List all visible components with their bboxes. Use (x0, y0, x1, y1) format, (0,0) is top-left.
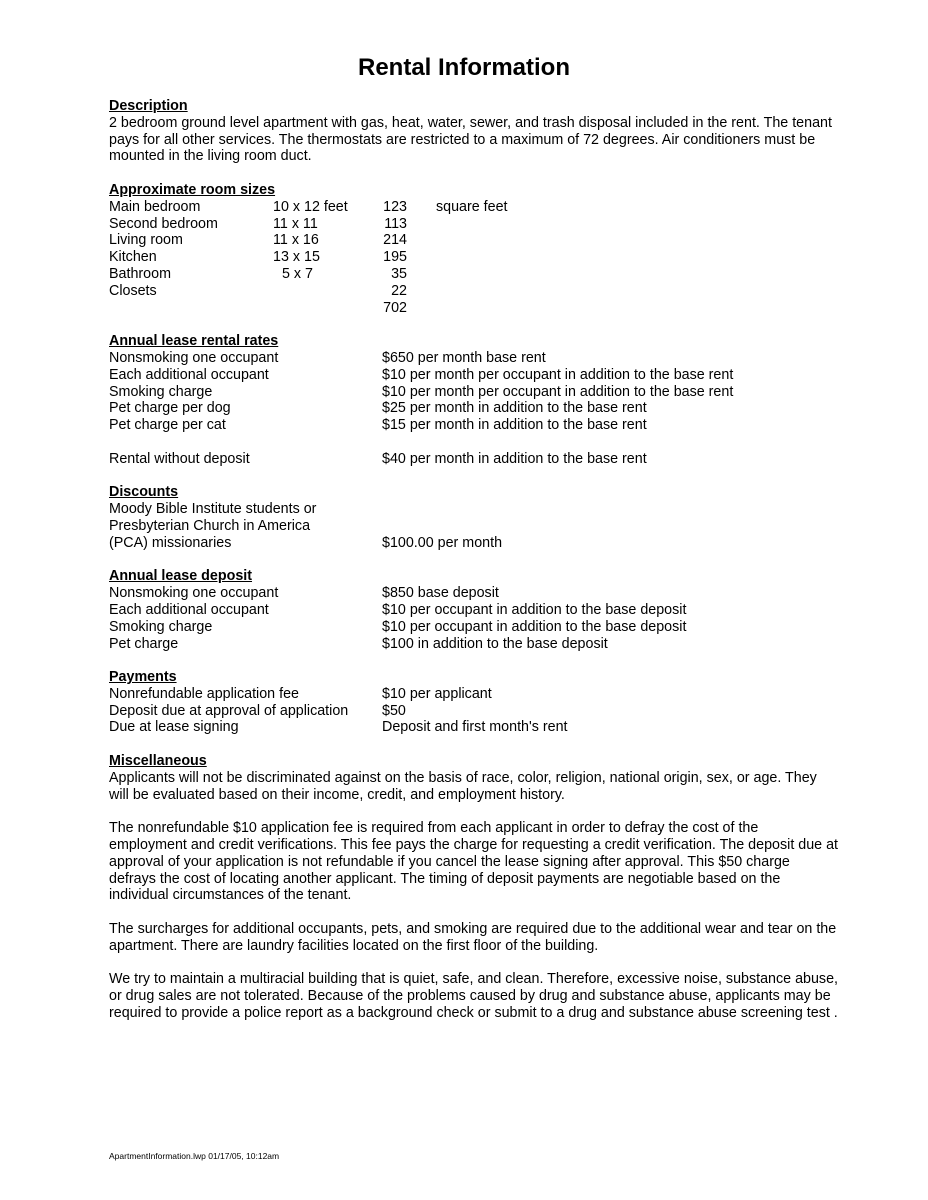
room-dimensions: 10 x 12 feet (273, 198, 348, 215)
discount-value: $100.00 per month (382, 534, 503, 551)
payment-value: Deposit and first month's rent (382, 719, 568, 736)
room-total: 702 (383, 299, 407, 316)
room-name: Second bedroom (109, 215, 218, 232)
deposit-row (109, 619, 839, 636)
room-row (109, 283, 839, 300)
misc-paragraph: The surcharges for additional occupants, pets, and smoking are required due to the additional wear and tear on the apartment. There are laundry facilities located on the first floor of the building. (109, 921, 837, 954)
room-area: 35 (391, 265, 407, 282)
document-body (109, 98, 839, 1022)
rate-value: $25 per month in addition to the base rent (382, 400, 647, 417)
deposit-value: $10 per occupant in addition to the base deposit (382, 618, 687, 635)
rate-value: $10 per month per occupant in addition to the base rent (382, 366, 734, 383)
deposit-label: Pet charge (109, 635, 179, 652)
room-dimensions: 13 x 15 (273, 249, 320, 266)
discount-text: Moody Bible Institute students or (109, 501, 317, 518)
room-row (109, 199, 839, 216)
payment-label: Due at lease signing (109, 719, 239, 736)
misc-paragraph: Applicants will not be discriminated against on the basis of race, color, religion, national origin, sex, or age. They will be evaluated based on their income, credit, and employment history. (109, 769, 817, 803)
rate-value: $650 per month base rent (382, 349, 546, 366)
description-text: 2 bedroom ground level apartment with gas, heat, water, sewer, and trash disposal included in the rent. The tenant pays for all other services. The thermostats are restricted to a maximum of 72 degrees. Air conditioners must be mounted in the living room duct. (109, 114, 832, 165)
rate-label: Pet charge per dog (109, 400, 231, 417)
payment-label: Deposit due at approval of application (109, 702, 349, 719)
page-title: Rental Information (357, 54, 570, 81)
file-footer: ApartmentInformation.lwp 01/17/05, 10:12am (109, 1151, 280, 1161)
deposit-row (109, 636, 839, 653)
room-area: 113 (384, 215, 407, 232)
rate-label: Each additional occupant (109, 366, 269, 383)
rate-value: $40 per month in addition to the base rent (382, 450, 647, 467)
payment-row (109, 686, 839, 703)
room-name: Kitchen (109, 249, 157, 266)
room-area: 22 (391, 282, 407, 299)
rate-label: Pet charge per cat (109, 417, 226, 434)
room-row (109, 249, 839, 266)
deposit-heading: Annual lease deposit (109, 568, 253, 585)
room-dimensions: 11 x 11 (273, 215, 318, 232)
rate-row-no-deposit (109, 451, 839, 468)
miscellaneous-heading: Miscellaneous (109, 753, 207, 770)
deposit-label: Each additional occupant (109, 601, 269, 618)
payment-value: $10 per applicant (382, 685, 492, 702)
area-unit: square feet (436, 198, 508, 215)
room-area: 214 (383, 232, 407, 249)
discount-text: Presbyterian Church in America (109, 517, 311, 534)
payment-row (109, 703, 839, 720)
rate-row (109, 417, 839, 434)
room-row (109, 216, 839, 233)
rate-label: Nonsmoking one occupant (109, 349, 279, 366)
room-name: Closets (109, 282, 157, 299)
room-name: Main bedroom (109, 198, 201, 215)
discount-text: (PCA) missionaries (109, 534, 232, 551)
room-area: 123 (383, 198, 407, 215)
deposit-label: Smoking charge (109, 618, 213, 635)
discount-line (109, 535, 839, 552)
room-row (109, 232, 839, 249)
rate-value: $15 per month in addition to the base rent (382, 417, 647, 434)
discounts-heading: Discounts (109, 484, 179, 501)
rate-row (109, 384, 839, 401)
discount-line (109, 501, 839, 518)
room-dimensions: 5 x 7 (282, 265, 313, 282)
rate-value: $10 per month per occupant in addition to the base rent (382, 383, 734, 400)
deposit-row (109, 602, 839, 619)
rate-label: Smoking charge (109, 383, 213, 400)
room-row (109, 266, 839, 283)
discount-line (109, 518, 839, 535)
rate-row (109, 367, 839, 384)
description-heading: Description (109, 98, 188, 114)
rental-rates-heading: Annual lease rental rates (109, 333, 279, 350)
payments-heading: Payments (109, 669, 177, 686)
room-name: Living room (109, 232, 183, 249)
room-total-row (109, 300, 839, 317)
room-area: 195 (383, 249, 407, 266)
payment-value: $50 (382, 702, 406, 719)
room-sizes-heading: Approximate room sizes (109, 181, 276, 198)
misc-paragraph: We try to maintain a multiracial building that is quiet, safe, and clean. Therefore, excessive noise, substance abuse, or drug sales are not tolerated. Because of the problems caused by drug and substance abuse, applicants may be required to provide a police report as a background check or submit to a drug and substance abuse screening test . (109, 971, 839, 1022)
deposit-value: $10 per occupant in addition to the base deposit (382, 601, 687, 618)
room-dimensions: 11 x 16 (273, 232, 319, 249)
payment-label: Nonrefundable application fee (109, 685, 299, 702)
rate-label: Rental without deposit (109, 450, 250, 467)
rate-row (109, 350, 839, 367)
deposit-row (109, 585, 839, 602)
deposit-label: Nonsmoking one occupant (109, 585, 279, 602)
room-name: Bathroom (109, 265, 171, 282)
payment-row (109, 719, 839, 736)
misc-paragraph: The nonrefundable $10 application fee is required from each applicant in order to defray the cost of the employment and credit verifications. This fee pays the charge for requesting a credit verification. The deposit due at approval of your application is not refundable if you cancel the lease signing after approval. This $50 charge defrays the cost of locating another applicant. The timing of deposit payments are negotiable based on the individual circumstances of the tenant. (109, 820, 839, 904)
deposit-value: $850 base deposit (382, 585, 499, 602)
deposit-value: $100 in addition to the base deposit (382, 635, 608, 652)
rate-row (109, 400, 839, 417)
